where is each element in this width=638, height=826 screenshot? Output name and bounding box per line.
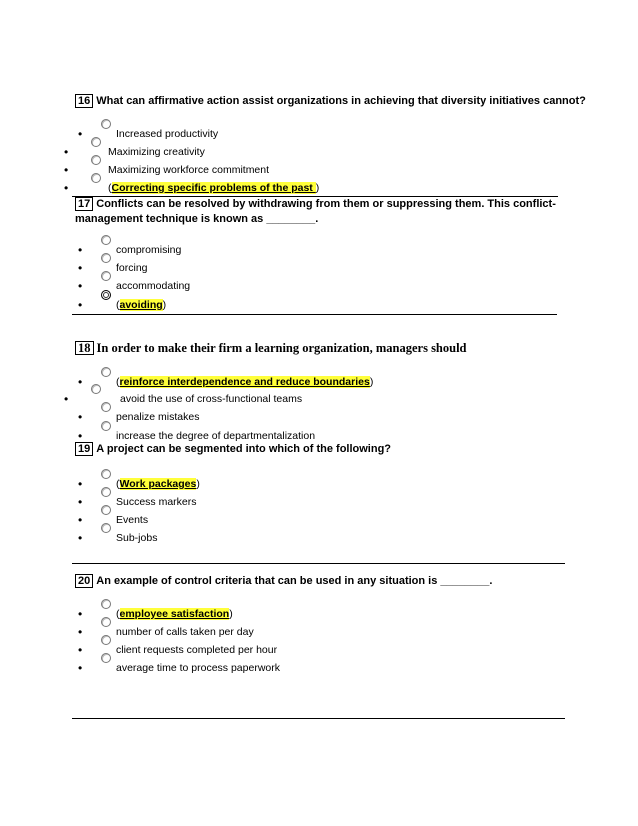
radio-button[interactable] <box>91 173 101 183</box>
question-number: 20 <box>75 574 93 588</box>
question-number: 18 <box>75 341 94 355</box>
bullet: • <box>78 243 83 257</box>
option-label: accommodating <box>116 280 191 292</box>
correct-answer: avoiding <box>119 299 163 311</box>
option-label: number of calls taken per day <box>116 626 254 638</box>
option-label: increase the degree of departmentalization <box>116 430 316 442</box>
option-label-correct <box>116 374 373 390</box>
question-17 <box>75 197 556 227</box>
open-paren: ( <box>116 376 120 388</box>
option-label-correct <box>116 606 233 622</box>
question-number: 17 <box>75 197 93 211</box>
correct-answer: Correcting specific problems of the past <box>111 182 316 194</box>
bullet: • <box>78 298 83 312</box>
question-20 <box>75 574 492 589</box>
option-label: Maximizing workforce commitment <box>108 164 270 176</box>
bullet: • <box>64 163 69 177</box>
bullet: • <box>78 531 83 545</box>
open-paren: ( <box>116 299 120 311</box>
close-paren: ) <box>315 182 320 194</box>
divider <box>72 718 565 719</box>
option-label: avoid the use of cross-functional teams <box>120 393 303 405</box>
radio-button[interactable] <box>101 271 111 281</box>
question-text: What can affirmative action assist organizations in achieving that diversity initiatives cannot? <box>96 95 586 107</box>
bullet: • <box>64 181 69 195</box>
divider <box>72 314 557 315</box>
bullet: • <box>78 261 83 275</box>
bullet: • <box>64 145 69 159</box>
bullet: • <box>78 661 83 675</box>
option-label: average time to process paperwork <box>116 662 280 674</box>
option-label: Increased productivity <box>116 128 219 140</box>
open-paren: ( <box>116 478 120 490</box>
open-paren: ( <box>108 182 112 194</box>
open-paren: ( <box>116 608 120 620</box>
radio-button[interactable] <box>101 653 111 663</box>
question-number: 19 <box>75 442 93 456</box>
bullet: • <box>78 643 83 657</box>
option-label: compromising <box>116 244 182 256</box>
radio-button[interactable] <box>101 119 111 129</box>
radio-button-selected[interactable] <box>101 290 111 300</box>
question-16 <box>75 94 586 109</box>
question-text: In order to make their firm a learning organization, managers should <box>96 341 467 355</box>
radio-button[interactable] <box>101 523 111 533</box>
option-label: client requests completed per hour <box>116 644 278 656</box>
question-text: An example of control criteria that can be used in any situation is ________. <box>96 575 493 587</box>
option-label: penalize mistakes <box>116 411 200 423</box>
radio-button[interactable] <box>101 487 111 497</box>
correct-answer: Work packages <box>119 478 197 490</box>
question-text: A project can be segmented into which of the following? <box>96 443 392 455</box>
bullet: • <box>78 127 83 141</box>
radio-button[interactable] <box>91 155 101 165</box>
bullet: • <box>78 375 83 389</box>
radio-button[interactable] <box>101 367 111 377</box>
correct-answer: employee satisfaction <box>119 608 230 620</box>
close-paren: ) <box>229 608 233 620</box>
correct-answer: reinforce interdependence and reduce boundaries <box>119 376 370 388</box>
close-paren: ) <box>196 478 200 490</box>
close-paren: ) <box>162 299 167 311</box>
radio-button[interactable] <box>101 421 111 431</box>
close-paren: ) <box>369 376 374 388</box>
question-text-line-1: Conflicts can be resolved by withdrawing from them or suppressing them. This conflict- <box>96 198 556 210</box>
divider <box>72 563 565 564</box>
radio-button[interactable] <box>101 235 111 245</box>
option-label-correct <box>108 180 319 196</box>
radio-button[interactable] <box>101 599 111 609</box>
bullet: • <box>64 392 69 406</box>
bullet: • <box>78 607 83 621</box>
radio-button[interactable] <box>101 469 111 479</box>
bullet: • <box>78 513 83 527</box>
question-text-line-2: management technique is known as ________. <box>75 213 319 225</box>
option-label: Maximizing creativity <box>108 146 205 158</box>
radio-button[interactable] <box>91 384 101 394</box>
bullet: • <box>78 495 83 509</box>
bullet: • <box>78 429 83 443</box>
radio-button[interactable] <box>101 402 111 412</box>
option-label: Success markers <box>116 496 197 508</box>
bullet: • <box>78 410 83 424</box>
radio-button[interactable] <box>101 635 111 645</box>
option-label: Sub-jobs <box>116 532 158 544</box>
bullet: • <box>78 279 83 293</box>
radio-button[interactable] <box>91 137 101 147</box>
option-label-correct <box>116 476 200 492</box>
option-label: Events <box>116 514 149 526</box>
question-18 <box>75 341 467 356</box>
option-label-correct <box>116 297 166 313</box>
question-19 <box>75 442 391 457</box>
radio-button[interactable] <box>101 253 111 263</box>
radio-button[interactable] <box>101 617 111 627</box>
radio-button[interactable] <box>101 505 111 515</box>
bullet: • <box>78 477 83 491</box>
option-label: forcing <box>116 262 148 274</box>
bullet: • <box>78 625 83 639</box>
question-number: 16 <box>75 94 93 108</box>
